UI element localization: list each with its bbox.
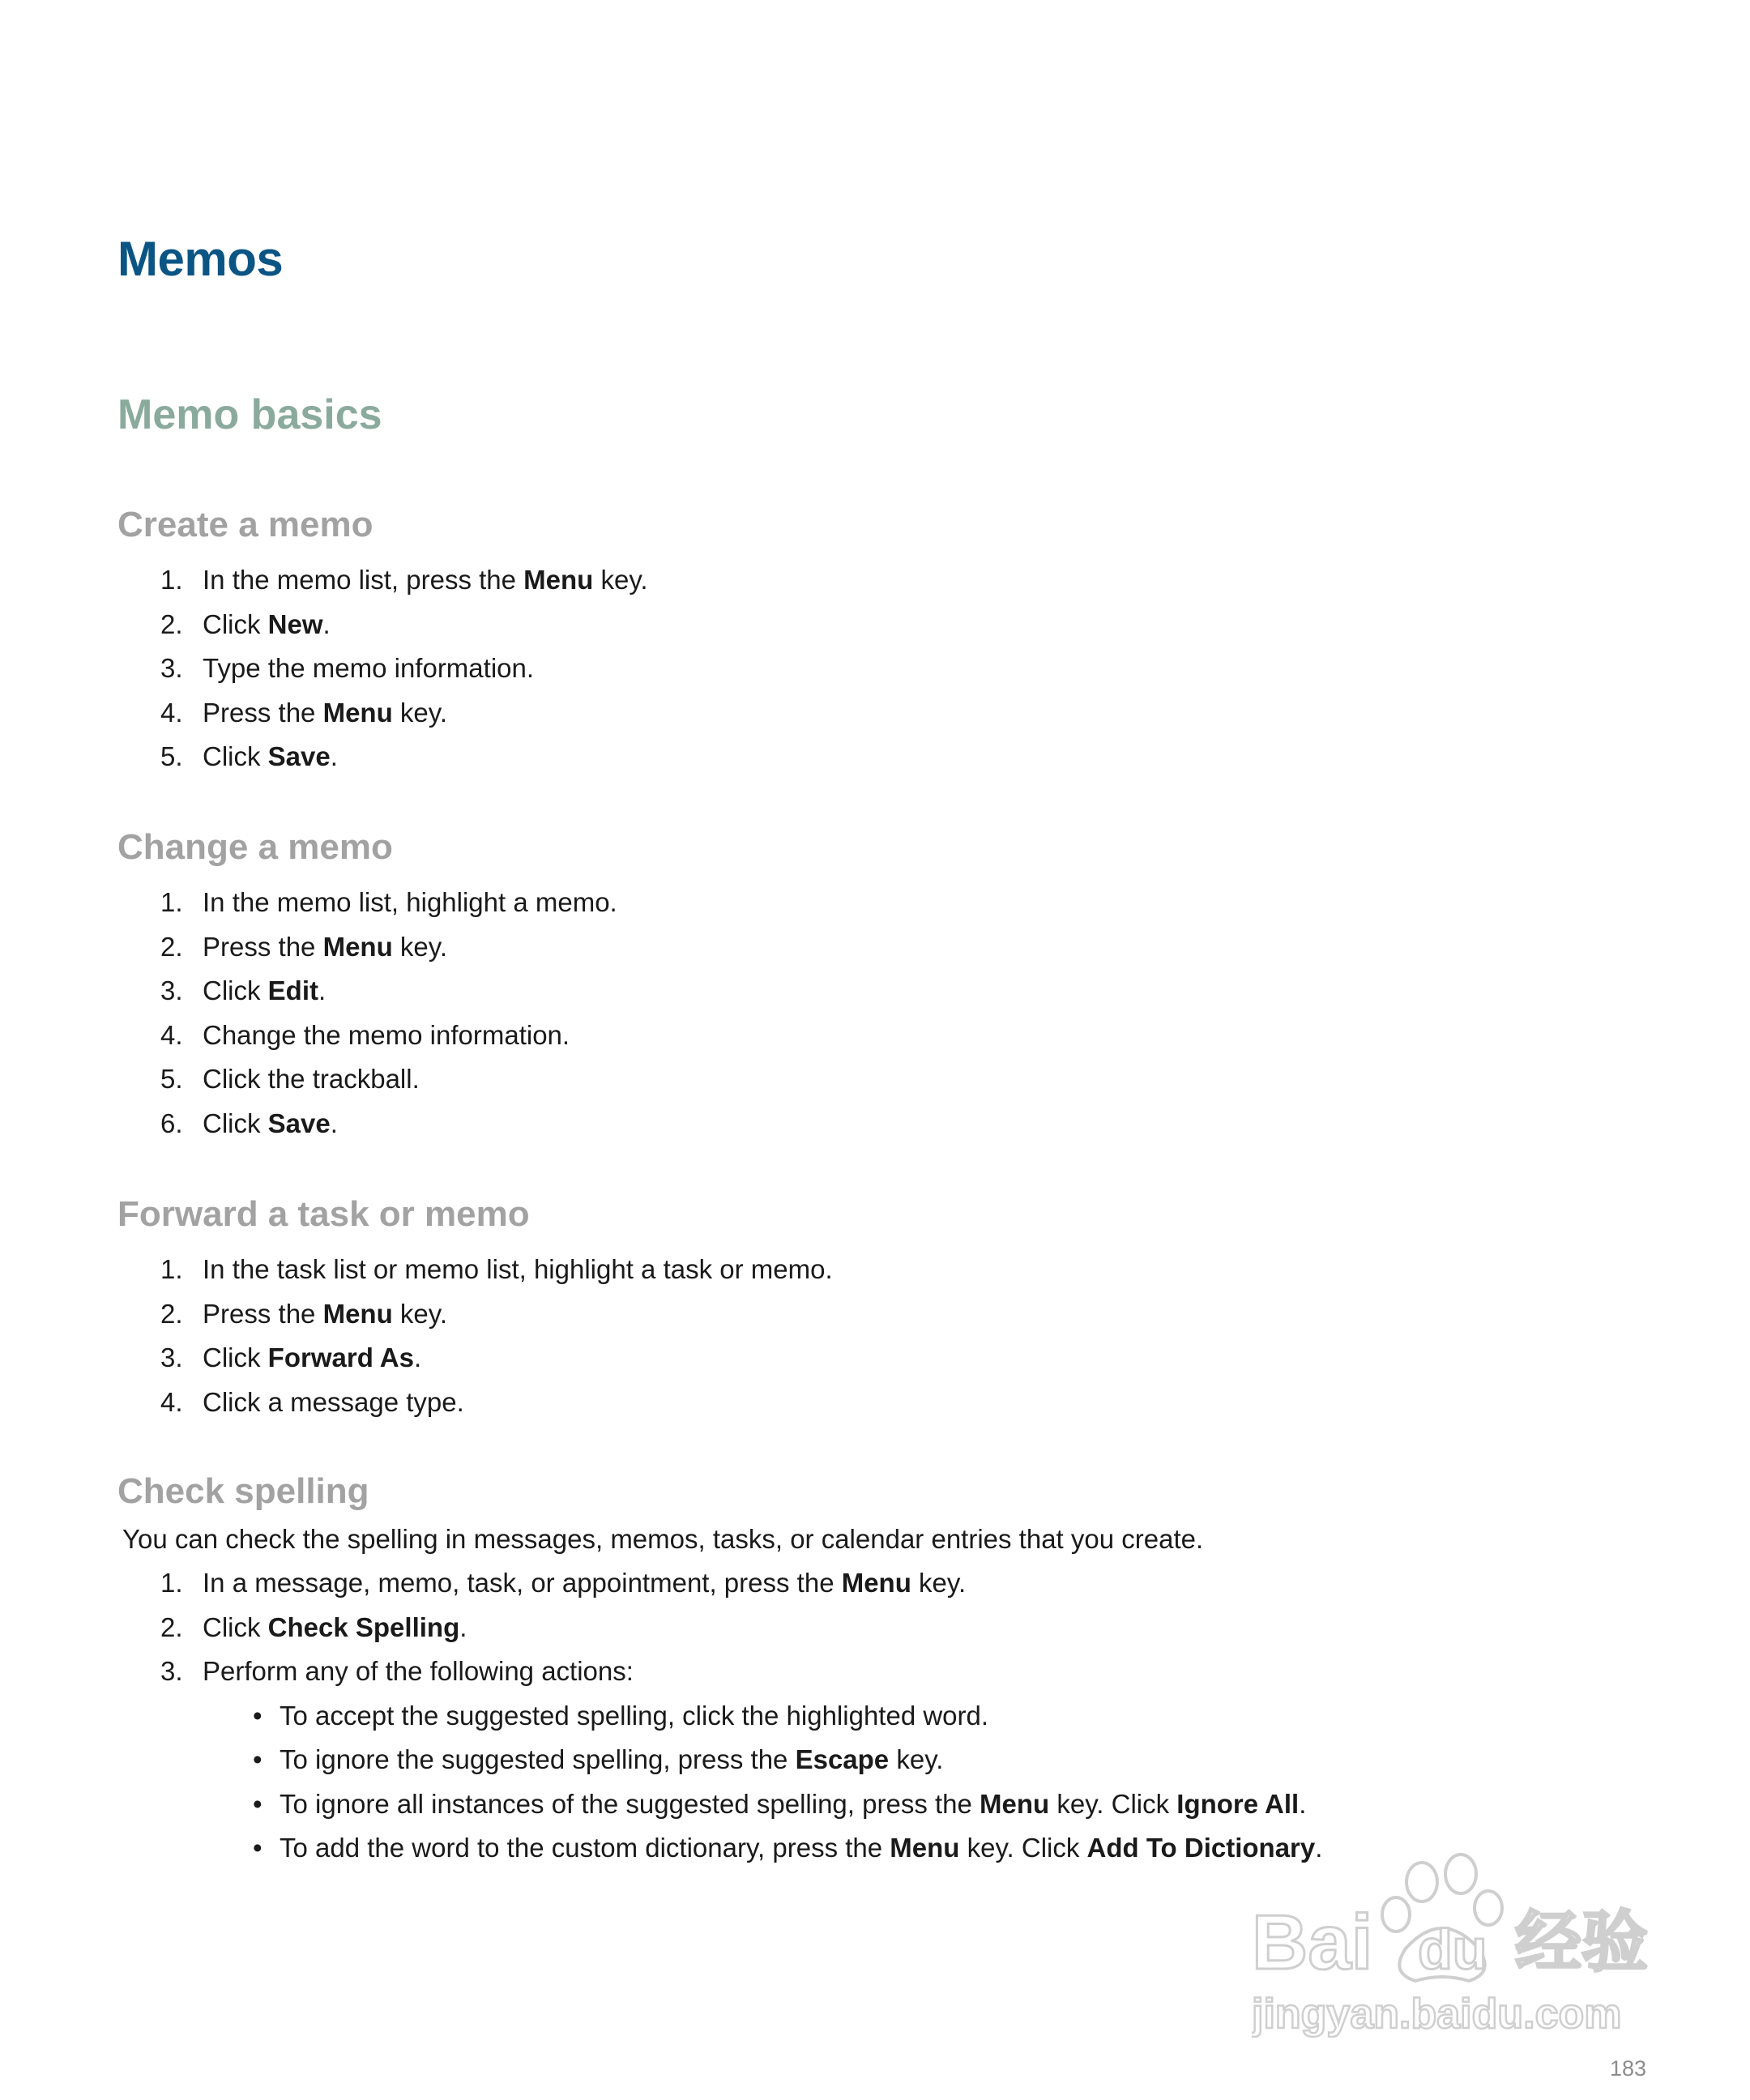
forward-heading: Forward a task or memo (117, 1194, 530, 1234)
create-memo-heading: Create a memo (117, 505, 373, 544)
create-memo-section (117, 500, 1657, 779)
bullet-mark: • (253, 1833, 262, 1863)
list-item: 4. Change the memo information. (160, 1019, 570, 1050)
list-item: 3. Click Edit. (160, 975, 327, 1005)
list-item: 1. In the memo list, highlight a memo. (160, 887, 617, 917)
list-item: 2. Press the Menu key. (160, 931, 447, 962)
spelling-action-bullets (203, 1694, 1657, 1871)
forward-section (117, 1189, 1657, 1424)
forward-steps (117, 1248, 1657, 1424)
paw-toe-2 (1445, 1855, 1476, 1893)
bullet-item: • To ignore the suggested spelling, press the Escape key. (203, 1738, 1657, 1782)
list-item: 6. Click Save. (160, 1108, 338, 1138)
list-item: 3. Type the memo information. (160, 653, 535, 683)
check-spelling-steps (117, 1561, 1657, 1871)
change-memo-steps (117, 881, 1657, 1146)
paw-toe-1 (1406, 1863, 1437, 1902)
list-item: 2. Click New. (160, 608, 331, 639)
chapter-title: Memos (117, 232, 284, 286)
list-item: 4. Click a message type. (160, 1386, 464, 1417)
bullet-mark: • (253, 1788, 262, 1819)
list-item: 2. Press the Menu key. (160, 1298, 447, 1329)
list-item: 5. Click the trackball. (160, 1064, 420, 1094)
list-item: 2. Click Check Spelling. (160, 1611, 467, 1642)
list-item: 1. In a message, memo, task, or appointment, press the Menu key. (160, 1568, 967, 1598)
check-spelling-intro: You can check the spelling in messages, memos, tasks, or calendar entries that you create. (122, 1524, 1204, 1554)
create-memo-steps (117, 558, 1657, 779)
bullet-mark: • (253, 1744, 262, 1774)
bullet-item: • To add the word to the custom dictionary, press the Menu key. Click Add To Dictionary. (203, 1826, 1657, 1871)
change-memo-heading: Change a memo (117, 827, 393, 867)
check-spelling-heading: Check spelling (117, 1471, 369, 1511)
list-item: 3. Click Forward As. (160, 1342, 422, 1372)
list-item: 1. In the task list or memo list, highlight a task or memo. (160, 1254, 833, 1284)
section-title: Memo basics (117, 391, 382, 438)
bullet-item: • To accept the suggested spelling, click the highlighted word. (203, 1694, 1657, 1739)
list-item: 5. Click Save. (160, 741, 338, 771)
bullet-mark: • (253, 1700, 262, 1731)
paw-toe-3 (1382, 1897, 1410, 1931)
watermark-url: jingyan.baidu.com (1252, 1991, 1622, 2038)
list-item: 1. In the memo list, press the Menu key. (160, 565, 648, 595)
change-memo-section (117, 822, 1657, 1146)
page-number: 183 (1609, 2056, 1646, 2081)
watermark-brand-left: Bai (1252, 1899, 1373, 1986)
watermark-brand-right: du (1418, 1918, 1488, 1981)
list-item: 4. Press the Menu key. (160, 697, 447, 728)
watermark-brand-cn: 经验 (1515, 1904, 1649, 1981)
baidu-watermark-logo (1252, 1851, 1673, 2046)
list-item: 3. Perform any of the following actions: • To accept the suggested spelling, click the highlighted word. • To ignore the suggested spelling, press the Escape key. • To ignore all instances of the suggested spelling, press the Menu key. Click Ignore All. • To add the word to the custom dictionary, press the Menu key. Click Add To Dictionary. (117, 1650, 1657, 1871)
check-spelling-section (117, 1466, 1657, 1871)
bullet-item: • To ignore all instances of the suggested spelling, press the Menu key. Click Ignore All. (203, 1782, 1657, 1827)
